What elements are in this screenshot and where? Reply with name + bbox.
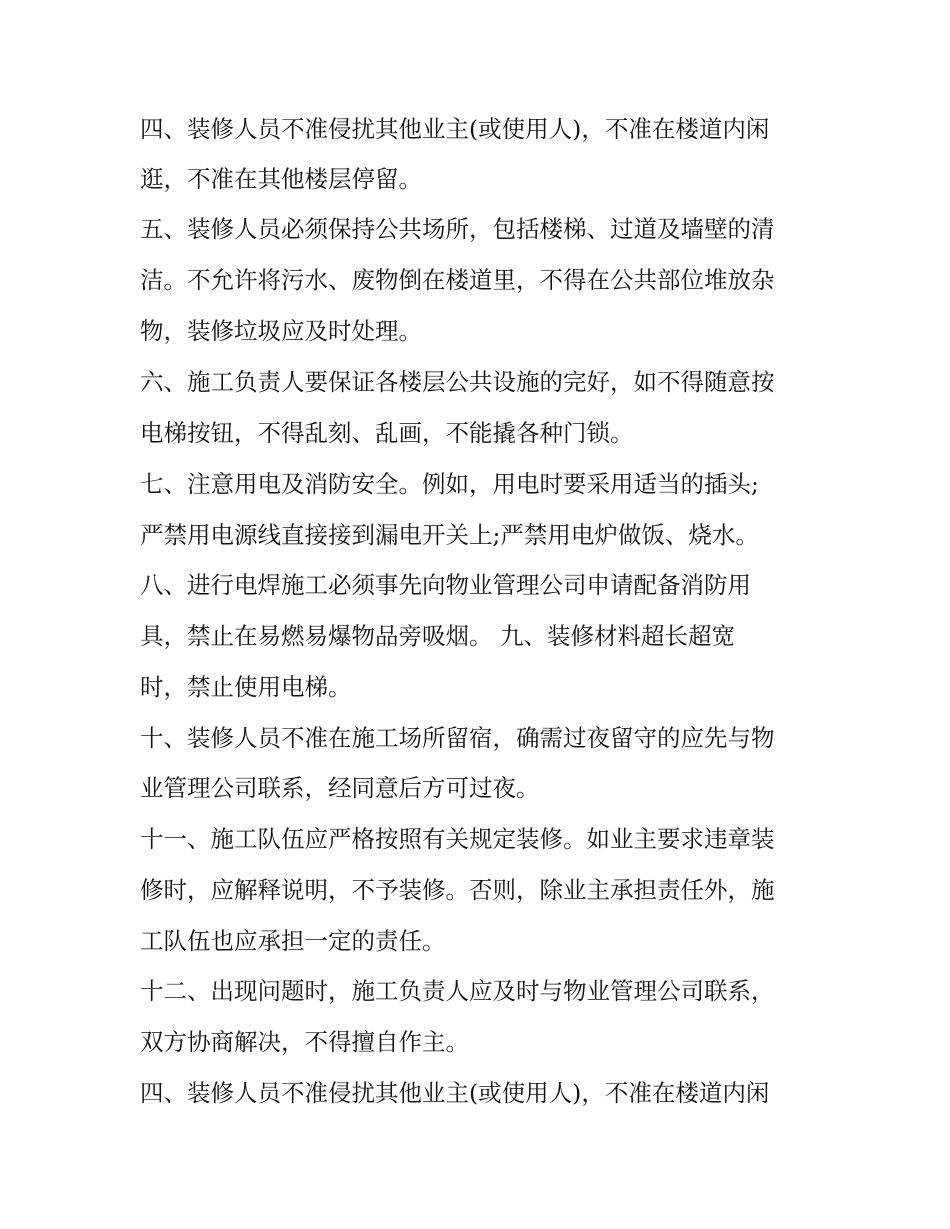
text-line: 八、进行电焊施工必须事先向物业管理公司申请配备消防用 <box>140 571 751 599</box>
text-line: 物，装修垃圾应及时处理。 <box>140 317 422 345</box>
text-line: 业管理公司联系，经同意后方可过夜。 <box>140 774 540 802</box>
text-line: 工队伍也应承担一定的责任。 <box>140 927 446 955</box>
text-line: 四、装修人员不准侵扰其他业主(或使用人)，不准在楼道内闲 <box>140 1079 770 1107</box>
text-line: 十一、施工队伍应严格按照有关规定装修。如业主要求违章装 <box>140 825 775 853</box>
text-line: 修时，应解释说明，不予装修。否则，除业主承担责任外，施 <box>140 876 775 904</box>
text-line: 六、施工负责人要保证各楼层公共设施的完好，如不得随意按 <box>140 368 775 396</box>
text-line: 五、装修人员必须保持公共场所，包括楼梯、过道及墙壁的清 <box>140 215 775 243</box>
text-line: 洁。不允许将污水、废物倒在楼道里，不得在公共部位堆放杂 <box>140 266 775 294</box>
text-line: 逛，不准在其他楼层停留。 <box>140 165 422 193</box>
text-line: 电梯按钮，不得乱刻、乱画，不能撬各种门锁。 <box>140 419 634 447</box>
text-line: 十、装修人员不准在施工场所留宿，确需过夜留守的应先与物 <box>140 724 775 752</box>
text-line: 严禁用电源线直接接到漏电开关上;严禁用电炉做饭、烧水。 <box>140 521 759 549</box>
text-line: 具，禁止在易燃易爆物品旁吸烟。 九、装修材料超长超宽 <box>140 622 735 650</box>
text-line: 双方协商解决，不得擅自作主。 <box>140 1028 469 1056</box>
text-line: 时，禁止使用电梯。 <box>140 673 352 701</box>
text-line: 十二、出现问题时，施工负责人应及时与物业管理公司联系， <box>140 977 775 1005</box>
text-line: 七、注意用电及消防安全。例如，用电时要采用适当的插头; <box>140 470 759 498</box>
text-line: 四、装修人员不准侵扰其他业主(或使用人)，不准在楼道内闲 <box>140 115 770 143</box>
